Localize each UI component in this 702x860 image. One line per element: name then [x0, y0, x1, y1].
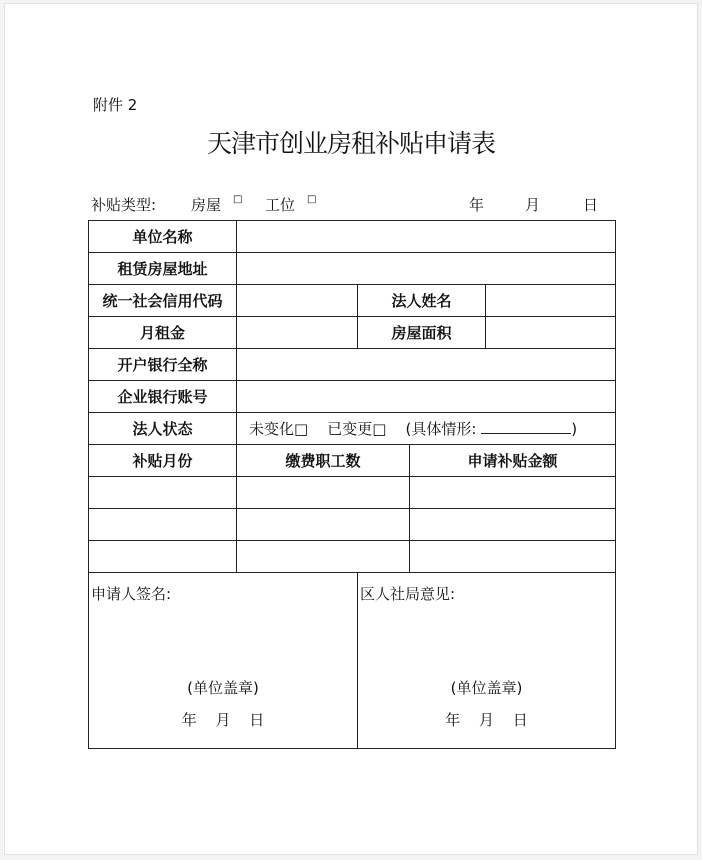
status-detail-suffix: ): [571, 420, 578, 438]
table-row: [89, 445, 616, 477]
credit-code-label: 统一社会信用代码: [89, 285, 237, 317]
district-stamp-label: (单位盖章): [450, 679, 523, 697]
subsidy-type-line: [91, 194, 606, 216]
subsidy-amount-cell[interactable]: [410, 477, 616, 509]
employees-paid-cell[interactable]: [237, 509, 410, 541]
bank-account-label: 企业银行账号: [89, 381, 237, 413]
house-area-field[interactable]: [486, 317, 616, 349]
subsidy-amount-header: 申请补贴金额: [410, 445, 616, 477]
table-row: [89, 381, 616, 413]
district-date-label: 年 月 日: [445, 711, 528, 729]
status-changed-option[interactable]: 已变更□: [327, 420, 387, 438]
status-detail-prefix: (具体情形:: [405, 420, 477, 438]
subsidy-month-cell[interactable]: [89, 509, 237, 541]
date-day-label: 日: [583, 196, 599, 214]
unit-name-label: 单位名称: [89, 221, 237, 253]
subsidy-month-cell[interactable]: [89, 477, 237, 509]
subsidy-amount-cell[interactable]: [410, 541, 616, 573]
unit-name-field[interactable]: [237, 221, 616, 253]
subsidy-month-cell[interactable]: [89, 541, 237, 573]
monthly-rent-label: 月租金: [89, 317, 237, 349]
district-opinion-label: 区人社局意见:: [360, 585, 456, 603]
applicant-signature-label: 申请人签名:: [91, 585, 172, 603]
application-form-table: [88, 220, 616, 749]
table-row: [89, 541, 616, 573]
employees-paid-cell[interactable]: [237, 541, 410, 573]
option-house-checkbox[interactable]: □: [233, 194, 243, 205]
table-row: [89, 253, 616, 285]
date-month-label: 月: [525, 196, 541, 214]
employees-paid-header: 缴费职工数: [237, 445, 410, 477]
form-title: 天津市创业房租补贴申请表: [206, 129, 495, 158]
applicant-stamp-label: (单位盖章): [187, 679, 259, 697]
status-detail-blank[interactable]: [481, 421, 571, 434]
rental-address-label: 租赁房屋地址: [89, 253, 237, 285]
table-row: [89, 285, 616, 317]
table-row: [89, 413, 616, 445]
option-house-label: 房屋: [191, 196, 222, 214]
legal-status-field: [237, 413, 616, 445]
legal-status-label: 法人状态: [89, 413, 237, 445]
legal-person-name-field[interactable]: [486, 285, 616, 317]
applicant-date-label: 年 月 日: [181, 711, 265, 729]
district-opinion-box[interactable]: [358, 573, 616, 749]
credit-code-field[interactable]: [237, 285, 358, 317]
table-row: [89, 317, 616, 349]
attachment-label: 附件 2: [93, 96, 138, 114]
bank-name-field[interactable]: [237, 349, 616, 381]
signature-row: [89, 573, 616, 749]
table-row: [89, 221, 616, 253]
table-row: [89, 509, 616, 541]
applicant-signature-box[interactable]: [89, 573, 358, 749]
subsidy-type-label: 补贴类型:: [91, 196, 157, 214]
option-workstation-checkbox[interactable]: □: [307, 194, 317, 205]
date-year-label: 年: [469, 196, 485, 214]
subsidy-month-header: 补贴月份: [89, 445, 237, 477]
table-row: [89, 349, 616, 381]
rental-address-field[interactable]: [237, 253, 616, 285]
subsidy-amount-cell[interactable]: [410, 509, 616, 541]
house-area-label: 房屋面积: [358, 317, 486, 349]
table-row: [89, 477, 616, 509]
monthly-rent-field[interactable]: [237, 317, 358, 349]
employees-paid-cell[interactable]: [237, 477, 410, 509]
bank-account-field[interactable]: [237, 381, 616, 413]
legal-person-name-label: 法人姓名: [358, 285, 486, 317]
bank-name-label: 开户银行全称: [89, 349, 237, 381]
option-workstation-label: 工位: [265, 196, 296, 214]
status-unchanged-option[interactable]: 未变化□: [249, 420, 309, 438]
